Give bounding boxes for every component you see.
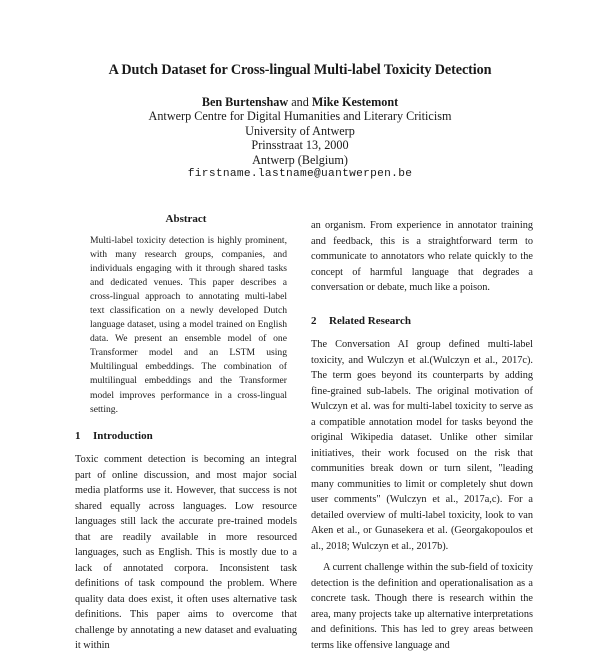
author-email: firstname.lastname@uantwerpen.be <box>187 168 413 181</box>
right-column <box>311 218 533 653</box>
intro-continuation: an organism. From experience in annotator training and feedback, this is a straightforward term to communicate to annotators who relate quickly to the concept of harmful language that degrades a conversation or debate, much like a poison. <box>311 220 533 293</box>
intro-paragraph: Toxic comment detection is becoming an integral part of online discussion, and most major social media platforms use it. However, that success is not shared equally across languages. Low resource languages still lack the accurate pre-trained models that are readily available in more resourced languages, such as English. This is mostly due to a lack of annotated corpora. Inconsistent task definitions of task compound the problem. Where quality data does exist, it often uses alternative task definitions. This paper aims to overcome that challenge by annotating a new dataset and evaluating it within <box>75 454 297 652</box>
author-names <box>0 95 600 109</box>
abstract-text: Multi-label toxicity detection is highly prominent, with many research groups, companies, and individuals engaging with it through shared tasks and dedicated venues. This paper describes a cross-lingual approach to annotating multi-label text classification on a newly developed Dutch language dataset, using a model trained on English data. We present an ensemble model of one Transformer model and an LSTM using Multilingual embeddings. The combination of multilingual embeddings and the Transformer model improves performance in a cross-lingual setting. <box>90 234 287 415</box>
section-heading-introduction <box>75 429 297 445</box>
author-1: Ben Burtenshaw <box>201 95 289 109</box>
author-conjunction: and <box>291 95 309 109</box>
abstract-heading: Abstract <box>165 213 207 225</box>
section-number: 1 <box>75 429 81 442</box>
affiliation: Antwerp Centre for Digital Humanities and Literary Criticism <box>148 109 452 124</box>
author-block <box>0 95 600 181</box>
section-title: Introduction <box>93 429 153 442</box>
author-2: Mike Kestemont <box>311 95 399 109</box>
left-column <box>75 212 297 654</box>
paper-title: A Dutch Dataset for Cross-lingual Multi-label Toxicity Detection <box>108 62 492 78</box>
related-paragraph-1: The Conversation AI group defined multi-label toxicity, and Wulczyn et al.(Wulczyn et al., 2017c). The term goes beyond its counterparts by adding fine-grained sub-labels. The original motivation of Wulczyn et al. was for multi-label toxicity to serve as a compatible annotation model for tasks beyond the original Wikipedia dataset. Unlike other similar initiatives, their work focused on the risk that communities break down or turn silent, "leading many communities to limit or completely shut down user comments" (Wulczyn et al., 2017a,c). For a detailed overview of multi-label toxicity, look to van Aken et al., or Gunasekera et al. (Georgakopoulos et al., 2018; Wulczyn et al., 2017b). <box>311 339 533 552</box>
section-title: Related Research <box>329 314 411 327</box>
city: Antwerp (Belgium) <box>252 152 348 167</box>
section-heading-related-research <box>311 314 533 330</box>
university: University of Antwerp <box>245 123 355 138</box>
section-number: 2 <box>311 314 317 327</box>
related-paragraph-2: A current challenge within the sub-field of toxicity detection is the definition and operationalisation as a concrete task. Though there is research within the area, many projects take up alternative interpretations and definitions. This has led to grey areas between terms like offensive language and <box>311 562 533 651</box>
street-address: Prinsstraat 13, 2000 <box>251 138 349 153</box>
